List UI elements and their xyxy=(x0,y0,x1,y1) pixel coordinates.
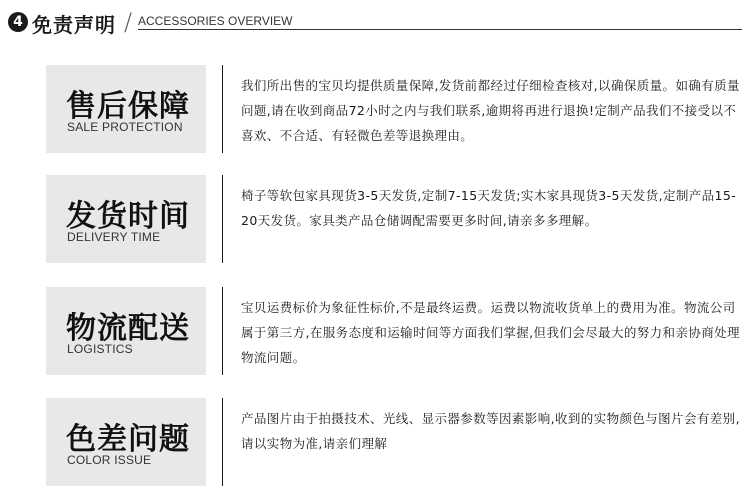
section-subtitle: ACCESSORIES OVERVIEW xyxy=(138,14,293,28)
label-box xyxy=(46,287,206,375)
section-description: 宝贝运费标价为象征性标价,不是最终运费。运费以物流收货单上的费用为准。物流公司属于第三方,在服务态度和运输时间等方面我们掌握,但我们会尽最大的努力和亲协商处理物流问题。 xyxy=(241,300,740,365)
section-description: 产品图片由于拍摄技术、光线、显示器参数等因素影响,收到的实物颜色与图片会有差别,请以实物为准,请亲们理解 xyxy=(241,411,740,451)
label-subtitle: COLOR ISSUE xyxy=(67,453,152,467)
section-description: 椅子等软包家具现货3-5天发货,定制7-15天发货;实木家具现货3-5天发货,定制产品15-20天发货。家具类产品仓储调配需要更多时间,请亲多多理解。 xyxy=(241,188,737,228)
label-box xyxy=(46,65,206,153)
label-title: 物流配送 xyxy=(66,311,190,346)
logistics-section xyxy=(46,287,742,375)
vertical-divider xyxy=(222,287,223,375)
vertical-divider xyxy=(222,398,223,486)
section-title: 免责声明 xyxy=(32,13,116,37)
vertical-divider xyxy=(222,175,223,263)
label-title: 发货时间 xyxy=(66,199,190,234)
section-header xyxy=(8,8,742,38)
section-description: 我们所出售的宝贝均提供质量保障,发货前都经过仔细检查核对,以确保质量。如确有质量问题,请在收到商品72小时之内与我们联系,逾期将再进行退换!定制产品我们不接受以不喜欢、不合适、有轻微色差等退换理由。 xyxy=(241,78,740,143)
label-subtitle: LOGISTICS xyxy=(67,342,133,356)
delivery-time-section xyxy=(46,175,742,263)
section-number-badge: 4 xyxy=(8,12,28,32)
label-subtitle: DELIVERY TIME xyxy=(67,230,161,244)
vertical-divider xyxy=(222,65,223,153)
label-box xyxy=(46,175,206,263)
label-subtitle: SALE PROTECTION xyxy=(67,120,183,134)
label-title: 色差问题 xyxy=(66,422,190,457)
label-box xyxy=(46,398,206,486)
sale-protection-section xyxy=(46,65,742,153)
header-rule xyxy=(138,29,742,30)
color-issue-section xyxy=(46,398,742,486)
title-slash-divider: / xyxy=(124,8,133,36)
label-title: 售后保障 xyxy=(66,89,190,124)
